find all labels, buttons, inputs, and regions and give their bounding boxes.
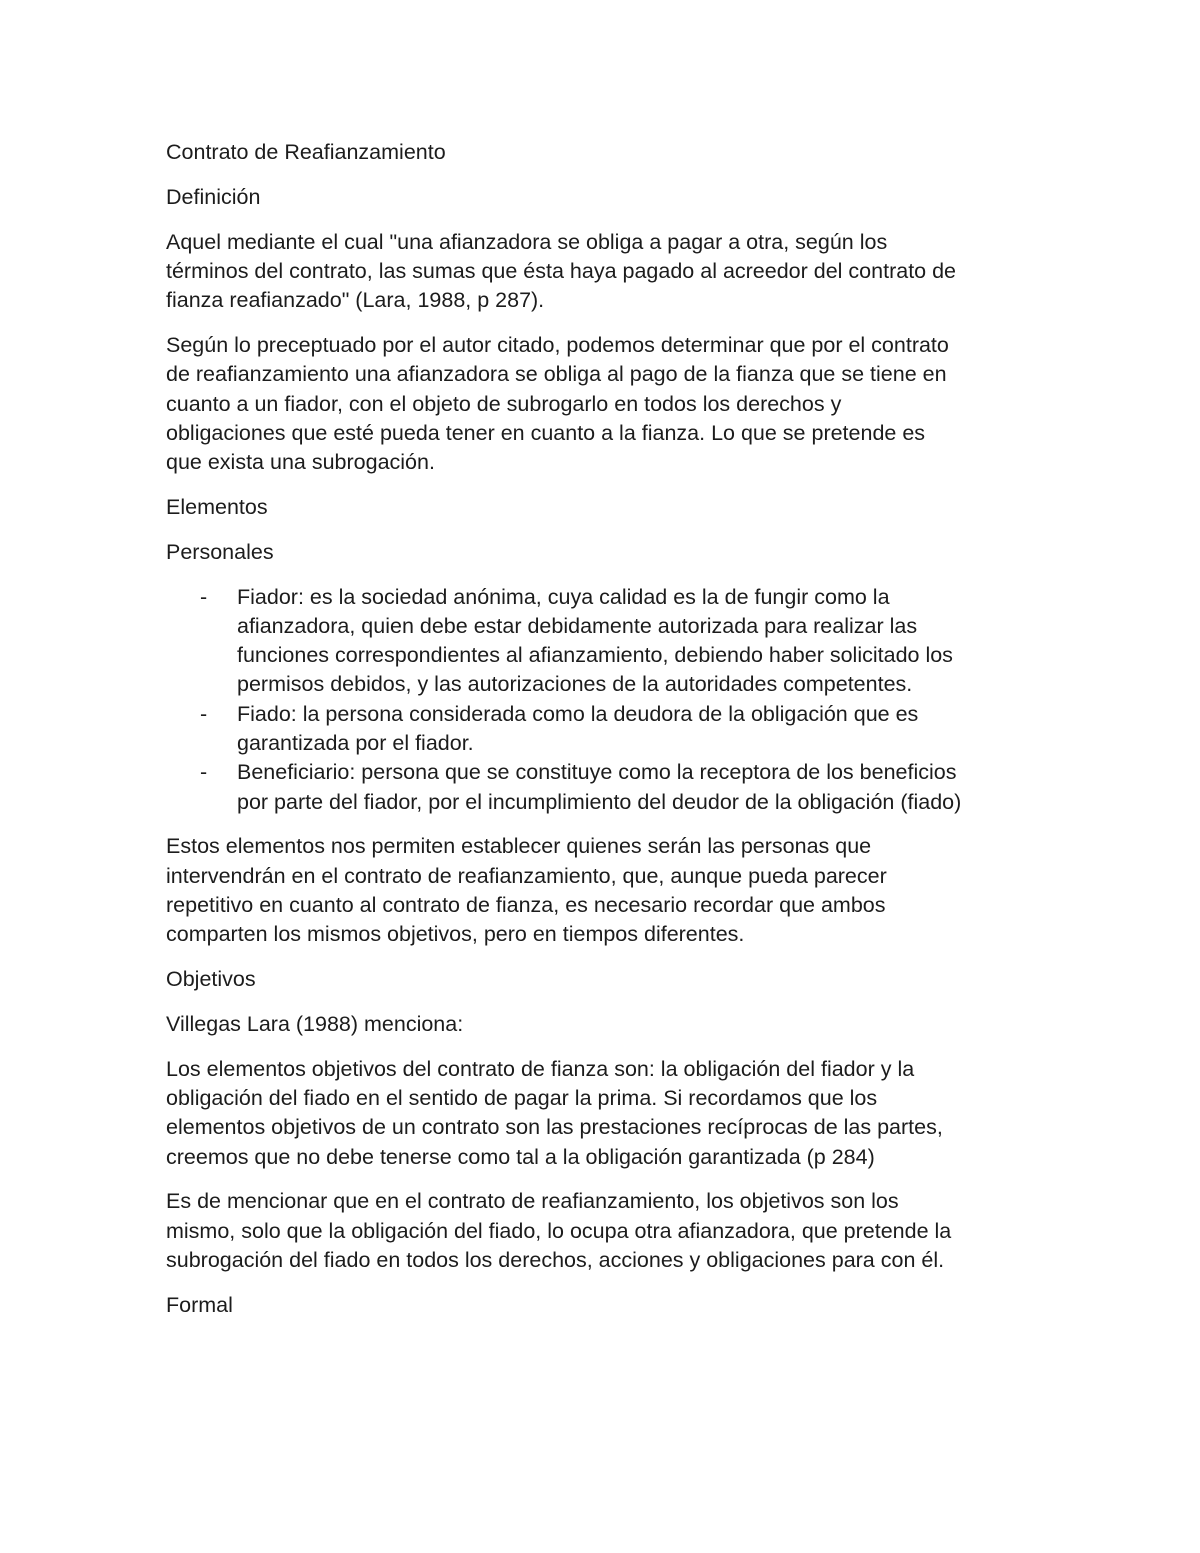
list-item-beneficiario (166, 758, 1046, 817)
heading-formal: Formal (166, 1292, 233, 1317)
text-line: permisos debidos, y las autorizaciones de la autoridades competentes. (237, 672, 913, 697)
text-line: Los elementos objetivos del contrato de fianza son: la obligación del fiador y la (166, 1056, 915, 1081)
text-line: subrogación del fiado en todos los derechos, acciones y obligaciones para con él. (166, 1248, 945, 1272)
paragraph-definicion-analysis (166, 331, 1046, 477)
heading-elementos: Elementos (166, 494, 268, 519)
paragraph-objetivos-analysis (166, 1187, 1046, 1275)
text-line: obligaciones que esté pueda tener en cuanto a la fianza. Lo que se pretende es (166, 420, 926, 445)
document-body (166, 138, 1046, 1336)
dash-bullet: - (200, 760, 208, 785)
paragraph-definicion-quote (166, 228, 1046, 316)
text-line: términos del contrato, las sumas que ésta haya pagado al acreedor del contrato de (166, 258, 957, 283)
paragraph-elementos-summary (166, 832, 1046, 949)
list-item-fiado (166, 700, 1046, 759)
dash-bullet: - (200, 584, 208, 609)
text-line: elementos objetivos de un contrato son las prestaciones recíprocas de las partes, (166, 1115, 943, 1140)
text-line: Es de mencionar que en el contrato de reafianzamiento, los objetivos son los (166, 1189, 899, 1214)
text-line: de reafianzamiento una afianzadora se obliga al pago de la fianza que se tiene en (166, 362, 947, 387)
text-line: Estos elementos nos permiten establecer quienes serán las personas que (166, 834, 872, 859)
list-item-fiador (166, 583, 1046, 700)
personales-list (166, 583, 1046, 817)
text-line: Según lo preceptuado por el autor citado, podemos determinar que por el contrato (166, 332, 949, 357)
heading-objetivos: Objetivos (166, 967, 256, 992)
text-line: que exista una subrogación. (166, 450, 435, 475)
text-line: funciones correspondientes al afianzamiento, debiendo haber solicitado los (237, 643, 953, 668)
text-line: intervendrán en el contrato de reafianzamiento, que, aunque pueda parecer (166, 863, 887, 888)
text-line: garantizada por el fiador. (237, 731, 474, 756)
text-line: obligación del fiado en el sentido de pagar la prima. Si recordamos que los (166, 1086, 878, 1111)
text-line: por parte del fiador, por el incumplimiento del deudor de la obligación (fiado) (237, 789, 962, 814)
text-line: cuanto a un fiador, con el objeto de subrogarlo en todos los derechos y (166, 391, 842, 416)
dash-bullet: - (200, 701, 208, 726)
heading-personales: Personales (166, 539, 274, 564)
text-line: Fiado: la persona considerada como la deudora de la obligación que es (237, 701, 919, 726)
text-line: comparten los mismos objetivos, pero en tiempos diferentes. (166, 922, 745, 947)
text-line: repetitivo en cuanto al contrato de fianza, es necesario recordar que ambos (166, 893, 886, 918)
text-line: Aquel mediante el cual "una afianzadora se obliga a pagar a otra, según los (166, 229, 888, 254)
text-line: Beneficiario: persona que se constituye como la receptora de los beneficios (237, 760, 957, 785)
text-line: creemos que no debe tenerse como tal a la obligación garantizada (p 284) (166, 1144, 875, 1169)
paragraph-objetivos-intro: Villegas Lara (1988) menciona: (166, 1011, 464, 1036)
text-line: fianza reafianzado" (Lara, 1988, p 287). (166, 288, 545, 313)
document-title: Contrato de Reafianzamiento (166, 140, 446, 164)
heading-definicion: Definición (166, 184, 261, 209)
text-line: afianzadora, quien debe estar debidamente autorizada para realizar las (237, 613, 918, 638)
text-line: Fiador: es la sociedad anónima, cuya calidad es la de fungir como la (237, 584, 890, 609)
text-line: mismo, solo que la obligación del fiado, lo ocupa otra afianzadora, que pretende la (166, 1218, 952, 1243)
paragraph-objetivos-quote (166, 1055, 1046, 1172)
